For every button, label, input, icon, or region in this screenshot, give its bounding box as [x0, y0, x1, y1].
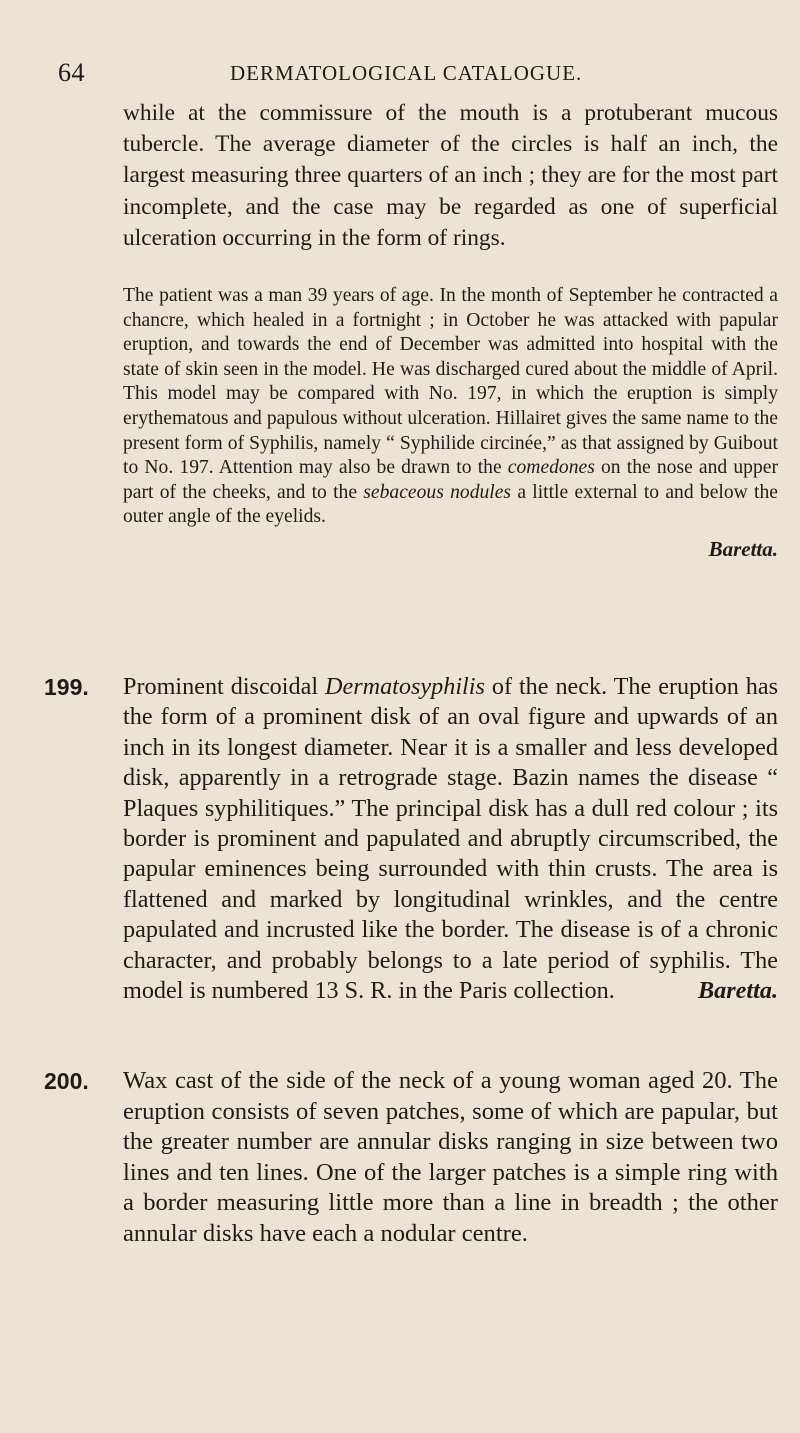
running-head: DERMATOLOGICAL CATALOGUE. [230, 61, 583, 85]
catalogue-entry-199 [44, 672, 778, 1006]
case-note-italic-comedones: comedones [507, 457, 595, 479]
entry-body [123, 1066, 778, 1250]
case-note-part-3: a little external to and below the outer angle of the eyelids. [123, 481, 778, 528]
case-note-part-2: on the nose and upper part of the cheeks, and to the [123, 457, 778, 503]
entry-number: 200. [44, 1068, 89, 1094]
page-number: 64 [58, 58, 85, 87]
entry-body [123, 672, 778, 1006]
case-note-text [123, 284, 778, 530]
entry-text: Wax cast of the side of the neck of a young woman aged 20. The eruption consists of seven patches, some of which are papular, but the greater number are annular disks ranging in size between two lines and ten lines. One of the larger patches is a simple ring with a border measuring little more than a line in breadth ; the other annular disks have each a nodular centre. [123, 1067, 778, 1247]
entry-lead: Prominent discoidal [123, 673, 325, 700]
case-note-signature: Baretta. [708, 536, 778, 561]
case-note [123, 284, 778, 562]
case-note-italic-sebaceous-nodules: sebaceous nodules [363, 481, 512, 503]
intro-text: while at the commissure of the mouth is a protuberant mucous tubercle. The average diameter of the circles is half an inch, the largest measuring three quarters of an inch ; they are for the most part incomplete, and the case may be regarded as one of superficial ulceration occurring in the form of rings. [123, 100, 778, 251]
entry-text [123, 672, 778, 1006]
page-header [58, 58, 772, 94]
entry-description: of the neck. The eruption has the form of a prominent disk of an oval figure and upwards of an inch in its longest diameter. Near it is a smaller and less developed disk, apparently in a retrograde stage. Bazin names the disease “ Plaques syphilitiques.” The principal disk has a dull red colour ; its border is prominent and papulated and abruptly circumscribed, the papular eminences being surrounded with thin crusts. The area is flattened and marked by longitudinal wrinkles, and the centre papulated and incrusted like the border. The disease is of a chronic character, and probably belongs to a late period of syphilis. The model is numbered 13 S. R. in the Paris collection. [123, 673, 778, 1005]
catalogue-entry-200 [44, 1066, 778, 1250]
case-note-part-1: The patient was a man 39 years of age. In the month of September he contracted a chancre, which healed in a fortnight ; in October he was attacked with papular eruption, and towards the end of December was admitted into hospital with the state of skin seen in the model. He was discharged cured about the middle of April. This model may be compared with No. 197, in which the eruption is simply erythematous and papulous without ulceration. Hillairet gives the same name to the present form of Syphilis, namely “ Syphilide circinée,” as that assigned by Guibout to No. 197. Attention may also be drawn to the [123, 285, 778, 479]
entry-italic-term: Dermatosyphilis [325, 673, 485, 700]
entry-signature: Baretta. [698, 977, 778, 1005]
continued-paragraph [123, 98, 778, 254]
entry-number: 199. [44, 674, 89, 700]
